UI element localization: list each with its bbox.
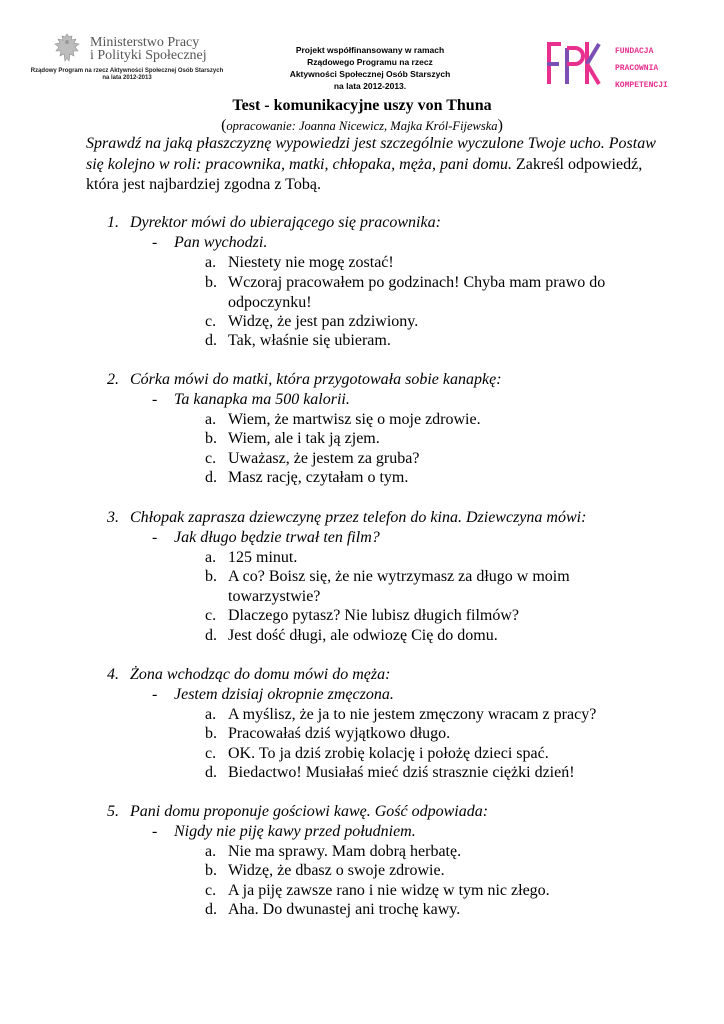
option-text: Biedactwo! Musiałaś mieć dziś strasznie ciężki dzień! bbox=[228, 764, 575, 781]
project-line3: Aktywności Społecznej Osób Starszych bbox=[289, 69, 451, 79]
dash: - bbox=[152, 234, 158, 251]
fpk-name bbox=[615, 43, 668, 94]
question-text: Córka mówi do matki, która przygotowała sobie kanapkę: bbox=[130, 371, 502, 388]
question-number: 4. bbox=[107, 666, 119, 683]
fpk-line3: KOMPETENCJI bbox=[615, 81, 668, 90]
option-text: Tak, właśnie się ubieram. bbox=[228, 332, 391, 349]
question-prompt bbox=[107, 665, 390, 685]
option-letter: b. bbox=[205, 568, 217, 585]
ministry-name-line2: i Polityki Społecznej bbox=[90, 48, 207, 63]
option-text: A ja piję zawsze rano i nie widzę w tym nic złego. bbox=[228, 882, 550, 899]
fpk-line1: FUNDACJA bbox=[615, 47, 654, 56]
option-letter: d. bbox=[205, 627, 217, 644]
project-line1: Projekt współfinansowany w ramach bbox=[295, 45, 445, 55]
option-text: Masz rację, czytałam o tym. bbox=[228, 469, 409, 486]
subtitle-open: ( bbox=[221, 117, 227, 134]
project-line2: Rządowego Programu na rzecz bbox=[307, 57, 433, 67]
option-b[interactable] bbox=[205, 273, 635, 312]
option-d[interactable] bbox=[205, 331, 635, 351]
option-d[interactable] bbox=[205, 468, 635, 488]
option-text: A myślisz, że ja to nie jestem zmęczony wracam z pracy? bbox=[228, 706, 597, 723]
question-prompt bbox=[107, 508, 586, 528]
option-text: A co? Boisz się, że nie wytrzymasz za długo w moim towarzystwie? bbox=[228, 568, 570, 605]
dash: - bbox=[152, 529, 158, 546]
option-text: Pracowałaś dziś wyjątkowo długo. bbox=[228, 725, 451, 742]
ministry-program-line2: na lata 2012-2013 bbox=[102, 75, 152, 81]
option-d[interactable] bbox=[205, 763, 635, 783]
question-number: 1. bbox=[107, 214, 119, 231]
ministry-name-line1: Ministerstwo Pracy bbox=[90, 35, 200, 50]
dash: - bbox=[152, 686, 158, 703]
option-letter: d. bbox=[205, 332, 217, 349]
option-b[interactable] bbox=[205, 861, 635, 881]
statement-text: Nigdy nie piję kawy przed południem. bbox=[174, 823, 416, 840]
question-statement bbox=[152, 233, 267, 253]
option-text: 125 minut. bbox=[228, 549, 298, 566]
option-d[interactable] bbox=[205, 900, 635, 920]
instructions-italic: Sprawdź na jaką płaszczyznę wypowiedzi jest szczególnie wyczulone Twoje ucho. Postaw się kolejno w roli: pracownika, matki, chłopaka, męża, pani domu. bbox=[86, 135, 656, 173]
option-letter: a. bbox=[205, 254, 217, 271]
question-number: 2. bbox=[107, 371, 119, 388]
option-letter: b. bbox=[205, 862, 217, 879]
option-c[interactable] bbox=[205, 449, 635, 469]
option-a[interactable] bbox=[205, 410, 635, 430]
question-statement bbox=[152, 390, 350, 410]
option-c[interactable] bbox=[205, 312, 635, 332]
ministry-program bbox=[14, 68, 240, 82]
option-d[interactable] bbox=[205, 626, 635, 646]
question-number: 5. bbox=[107, 803, 119, 820]
option-a[interactable] bbox=[205, 253, 635, 273]
option-letter: c. bbox=[205, 450, 217, 467]
option-letter: a. bbox=[205, 411, 217, 428]
question-text: Chłopak zaprasza dziewczynę przez telefon do kina. Dziewczyna mówi: bbox=[130, 509, 587, 526]
ministry-logo bbox=[14, 30, 240, 90]
ministry-program-line1: Rządowy Program na rzecz Aktywności Społecznej Osób Starszych bbox=[30, 68, 224, 74]
option-text: Aha. Do dwunastej ani trochę kawy. bbox=[228, 901, 461, 918]
question-text: Żona wchodząc do domu mówi do męża: bbox=[130, 666, 391, 683]
statement-text: Ta kanapka ma 500 kalorii. bbox=[174, 391, 350, 408]
subtitle-close: ) bbox=[497, 117, 503, 134]
option-text: Wiem, że martwisz się o moje zdrowie. bbox=[228, 411, 481, 428]
option-letter: b. bbox=[205, 725, 217, 742]
question-statement bbox=[152, 685, 394, 705]
question-prompt bbox=[107, 802, 488, 822]
option-c[interactable] bbox=[205, 881, 635, 901]
option-text: Wczoraj pracowałem po godzinach! Chyba mam prawo do odpoczynku! bbox=[228, 274, 606, 311]
option-text: Widzę, że dbasz o swoje zdrowie. bbox=[228, 862, 445, 879]
option-letter: d. bbox=[205, 764, 217, 781]
option-letter: c. bbox=[205, 745, 217, 762]
eagle-emblem-icon bbox=[52, 32, 82, 66]
option-text: Nie ma sprawy. Mam dobrą herbatę. bbox=[228, 843, 462, 860]
option-text: Uważasz, że jestem za gruba? bbox=[228, 450, 420, 467]
option-letter: b. bbox=[205, 430, 217, 447]
option-a[interactable] bbox=[205, 842, 635, 862]
question-statement bbox=[152, 822, 416, 842]
option-letter: c. bbox=[205, 607, 217, 624]
ministry-name bbox=[90, 36, 207, 62]
question-prompt bbox=[107, 370, 502, 390]
option-text: Niestety nie mogę zostać! bbox=[228, 254, 394, 271]
option-letter: a. bbox=[205, 843, 217, 860]
statement-text: Jak długo będzie trwał ten film? bbox=[174, 529, 380, 546]
option-letter: a. bbox=[205, 706, 217, 723]
option-letter: c. bbox=[205, 882, 217, 899]
option-text: Wiem, ale i tak ją zjem. bbox=[228, 430, 380, 447]
option-text: OK. To ja dziś zrobię kolację i położę dzieci spać. bbox=[228, 745, 549, 762]
project-info bbox=[270, 44, 470, 92]
instructions-plain: Zakreśl odpowiedź, która jest najbardziej zgodna z Tobą. bbox=[86, 155, 643, 193]
option-text: Dlaczego pytasz? Nie lubisz długich filmów? bbox=[228, 607, 520, 624]
document-subtitle bbox=[0, 117, 724, 135]
option-b[interactable] bbox=[205, 724, 635, 744]
option-a[interactable] bbox=[205, 705, 635, 725]
option-c[interactable] bbox=[205, 606, 635, 626]
option-letter: d. bbox=[205, 901, 217, 918]
option-text: Jest dość długi, ale odwiozę Cię do domu. bbox=[228, 627, 498, 644]
option-letter: d. bbox=[205, 469, 217, 486]
subtitle-authors: opracowanie: Joanna Nicewicz, Majka Król-Fijewska bbox=[226, 119, 498, 133]
question-text: Pani domu proponuje gościowi kawę. Gość odpowiada: bbox=[130, 803, 489, 820]
question-text: Dyrektor mówi do ubierającego się pracownika: bbox=[130, 214, 441, 231]
instructions bbox=[86, 134, 656, 196]
option-text: Widzę, że jest pan zdziwiony. bbox=[228, 313, 419, 330]
fpk-line2: PRACOWNIA bbox=[615, 64, 659, 73]
question-statement bbox=[152, 528, 380, 548]
option-b[interactable] bbox=[205, 567, 635, 606]
statement-text: Jestem dzisiaj okropnie zmęczona. bbox=[174, 686, 394, 703]
option-letter: a. bbox=[205, 549, 217, 566]
option-c[interactable] bbox=[205, 744, 635, 764]
fpk-logo-icon bbox=[545, 40, 601, 86]
option-a[interactable] bbox=[205, 548, 635, 568]
dash: - bbox=[152, 391, 158, 408]
option-letter: b. bbox=[205, 274, 217, 291]
project-line4: na lata 2012-2013. bbox=[333, 81, 407, 91]
document-title: Test - komunikacyjne uszy von Thuna bbox=[232, 97, 492, 114]
dash: - bbox=[152, 823, 158, 840]
statement-text: Pan wychodzi. bbox=[174, 234, 268, 251]
option-letter: c. bbox=[205, 313, 217, 330]
question-prompt bbox=[107, 213, 441, 233]
option-b[interactable] bbox=[205, 429, 635, 449]
question-number: 3. bbox=[107, 509, 119, 526]
